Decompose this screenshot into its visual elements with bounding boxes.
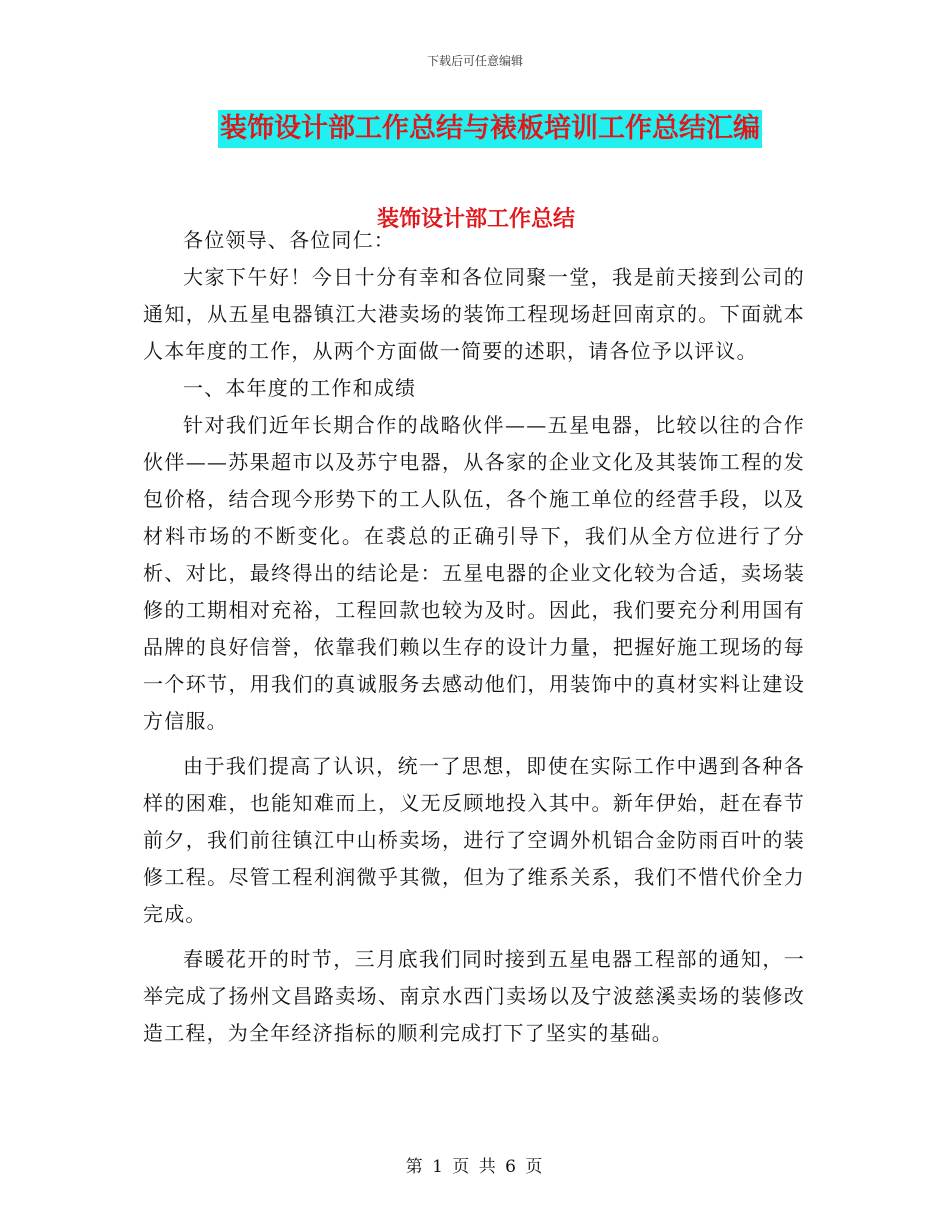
main-title-container	[0, 110, 950, 148]
section-heading-paragraph: 一、本年度的工作和成绩	[183, 376, 417, 400]
page-number-footer: 第 1 页 共 6 页	[405, 1157, 545, 1177]
document-body	[143, 222, 805, 1052]
body-paragraph: 大家下午好！今日十分有幸和各位同聚一堂，我是前天接到公司的通知，从五星电器镇江大港卖场的装饰工程现场赶回南京的。下面就本人本年度的工作，从两个方面做一简要的述职，请各位予以评议。	[143, 265, 805, 363]
salutation-paragraph: 各位领导、各位同仁：	[183, 228, 395, 252]
header-note: 下载后可任意编辑	[426, 54, 523, 68]
body-paragraph: 春暖花开的时节，三月底我们同时接到五星电器工程部的通知，一举完成了扬州文昌路卖场、南京水西门卖场以及宁波慈溪卖场的装修改造工程，为全年经济指标的顺利完成打下了坚实的基础。	[143, 947, 805, 1045]
section-title: 装饰设计部工作总结	[376, 207, 575, 232]
main-title: 装饰设计部工作总结与裱板培训工作总结汇编	[218, 110, 762, 148]
body-paragraph: 由于我们提高了认识，统一了思想，即使在实际工作中遇到各种各样的困难，也能知难而上，义无反顾地投入其中。新年伊始，赶在春节前夕，我们前往镇江中山桥卖场，进行了空调外机铝合金防雨百叶的装修工程。尽管工程利润微乎其微，但为了维系关系，我们不惜代价全力完成。	[143, 754, 805, 926]
body-paragraph: 针对我们近年长期合作的战略伙伴——五星电器，比较以往的合作伙伴——苏果超市以及苏宁电器，从各家的企业文化及其装饰工程的发包价格，结合现今形势下的工人队伍，各个施工单位的经营手段，以及材料市场的不断变化。在裘总的正确引导下，我们从全方位进行了分析、对比，最终得出的结论是：五星电器的企业文化较为合适，卖场装修的工期相对充裕，工程回款也较为及时。因此，我们要充分利用国有品牌的良好信誉，依靠我们赖以生存的设计力量，把握好施工现场的每一个环节，用我们的真诚服务去感动他们，用装饰中的真材实料让建设方信服。	[143, 413, 805, 733]
